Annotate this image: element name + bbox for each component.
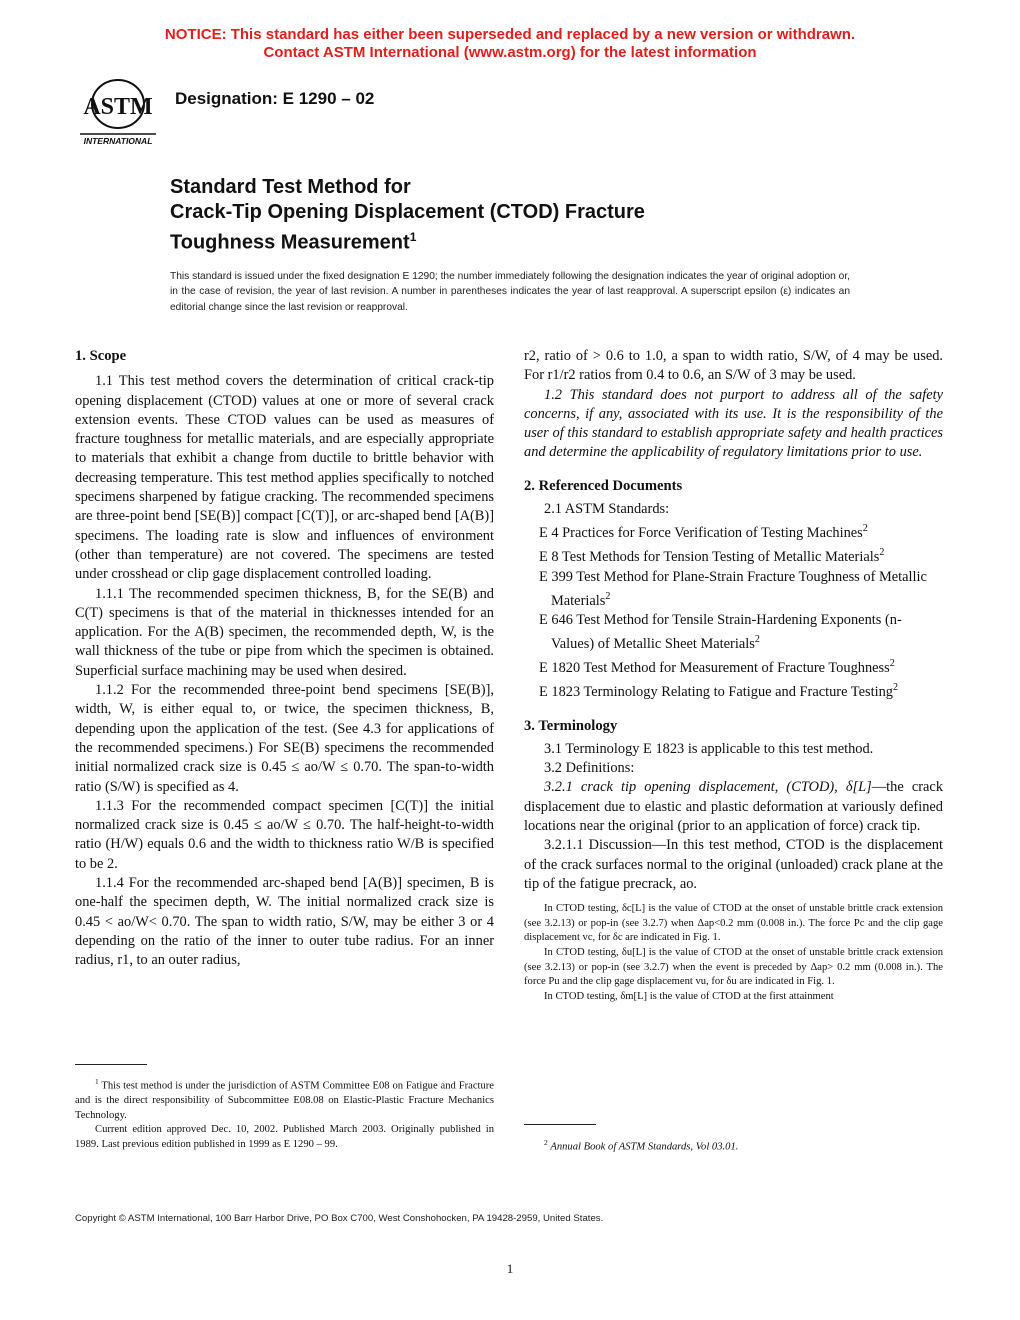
discussion-note-1: In CTOD testing, δc[L] is the value of CTOD at the onset of unstable brittle crack extension (see 3.2.13) or pop-in (see 3.2.7) when Δap<0.2 mm (0.008 in.). The force Pc and the clip gage displacement vc, for δc are indicated in Fig. 1. [524,903,943,944]
title-line-2: Crack-Tip Opening Displacement (CTOD) Fracture [170,201,645,223]
title-line-3: Toughness Measurement$^1$ [170,230,417,254]
astm-logo [74,76,162,148]
left-column [75,347,494,971]
discussion-note-2: In CTOD testing, δu[L] is the value of CTOD at the onset of unstable brittle crack extension (see 3.2.13) or pop-in (see 3.2.7) when the event is preceded by Δap> 0.2 mm (0.008 in.). The force Pu and the clip gage displacement vu, for δu are indicated in Fig. 1. [524,946,943,988]
paragraph-3-2-1: 3.2.1 crack tip opening displacement, (CTOD), δ[L]—the crack displacement due to elastic and plastic deformation at variously defined locations near the original (prior to an application of force) crack tip. [524,779,944,835]
paragraph-1-1-4: 1.1.4 For the recommended arc-shaped bend [A(B)] specimen, B is one-half the specimen depth, W. The initial normalized crack size is 0.45 < ao/W< 0.70. The span to width ratio, S/W, may be either 3 or 4 depending on the ratio of the inner to outer tube radius. For an inner radius, r1, to an outer radius, [75,875,494,969]
svg-text:INTERNATIONAL: INTERNATIONAL [83,136,153,146]
withdrawal-notice [0,26,1020,62]
notice-line-1: NOTICE: This standard has either been superseded and replaced by a new version or withdrawn. [164,26,856,43]
footnote-rule-right [524,1124,596,1125]
paragraph-3-1: 3.1 Terminology E 1823 is applicable to this test method. [544,740,874,757]
paragraph-1-1: 1.1 This test method covers the determination of critical crack-tip opening displacement (CTOD) values at one or more of several crack extension events. These CTOD values can be used as measures of fracture toughness for metallic materials, and are especially appropriate to materials that exhibit a change from ductile to brittle behavior with decreasing temperature. This test method applies specifically to notched specimens sharpened by fatigue cracking. The recommended specimens are three-point bend [SE(B)] compact [C(T)], or arc-shaped bend [A(B)] specimens. The loading rate is slow and influences of environment (other than temperature) are not covered. The specimens are tested under crosshead or clip gage displacement controlled loading. [75,373,494,583]
title-line-1: Standard Test Method for [170,176,411,198]
paragraph-1-1-1: 1.1.1 The recommended specimen thickness, B, for the SE(B) and C(T) specimens is that of the material in thicknesses intended for an application. For the A(B) specimen, the recommended depth, W, is the wall thickness of the tube or pipe from which the specimen is obtained. Superficial surface machining may be used when desired. [75,585,494,679]
section-heading-referenced-documents: 2. Referenced Documents [524,477,683,494]
paragraph-1-2: 1.2 This standard does not purport to address all of the safety concerns, if any, associated with its use. It is the responsibility of the user of this standard to establish appropriate safety and health practices and determine the applicability of regulatory limitations prior to use. [524,386,943,461]
footnotes-left [75,1075,494,1153]
paragraph-3-2-1-1: 3.2.1.1 Discussion—In this test method, CTOD is the displacement of the crack surfaces normal to the original (unloaded) crack plane at the tip of the fatigue precrack, ao. [524,837,943,892]
paragraph-3-2: 3.2 Definitions: [544,760,635,777]
paragraph-1-1-3: 1.1.3 For the recommended compact specimen [C(T)] the initial normalized crack size is 0.45 ≤ ao/W ≤ 0.70. The half-height-to-width ratio (H/W) equals 0.6 and the width to thickness ratio W/B is specified to be 2. [75,797,494,872]
reference-e8: E 8 Test Methods for Tension Testing of Metallic Materials$^2$ [539,547,885,566]
reference-e4: E 4 Practices for Force Verification of Testing Machines$^2$ [539,523,868,542]
section-heading-scope: 1. Scope [75,348,127,364]
footnote-2: $^2$ Annual Book of ASTM Standards, Vol 03.01. [544,1138,739,1153]
notice-line-2: Contact ASTM International (www.astm.org) for the latest information [263,44,757,61]
reference-e1823: E 1823 Terminology Relating to Fatigue and Fracture Testing$^2$ [539,682,899,701]
reference-e399: E 399 Test Method for Plane-Strain Fracture Toughness of Metallic Materials$^2$ [539,568,927,609]
document-title [170,175,645,256]
paragraph-1-1-2: 1.1.2 For the recommended three-point bend specimens [SE(B)], width, W, is either equal to, or twice, the specimen thickness, B, depending upon the application of the test. (See 4.3 for applications of the recommended specimens.) For SE(B) specimens the recommended initial normalized crack size is 0.45 ≤ ao/W ≤ 0.70. The span-to-width ratio (S/W) is specified as 4. [75,682,494,795]
page-number: 1 [506,1261,514,1276]
paragraph-1-1-4-continued: r2, ratio of > 0.6 to 1.0, a span to width ratio, S/W, of 4 may be used. For r1/r2 ratios from 0.4 to 0.6, an S/W of 3 may be used. [524,348,943,384]
discussion-notes [524,902,943,1004]
standard-intro: This standard is issued under the fixed designation E 1290; the number immediately following the designation indicates the year of original adoption or, in the case of revision, the year of last revision. A number in parentheses indicates the year of last reapproval. A superscript epsilon (ε) indicates an editorial change since the last revision or reapproval. [170,271,850,313]
footnote-1: $^1$ This test method is under the jurisdiction of ASTM Committee E08 on Fatigue and Fracture and is the direct responsibility of Subcommittee E08.08 on Elastic-Plastic Fracture Mechanics Technology. [75,1077,494,1121]
designation: Designation: E 1290 – 02 [175,89,375,108]
footnote-rule-left [75,1064,147,1065]
copyright: Copyright © ASTM International, 100 Barr Harbor Drive, PO Box C700, West Conshohocken, PA 19428-2959, United States. [75,1213,604,1224]
right-column [524,347,943,1004]
svg-text:ASTM: ASTM [83,94,153,120]
paragraph-2-1: 2.1 ASTM Standards: [544,501,670,518]
footnotes-right [524,1136,943,1155]
section-heading-terminology: 3. Terminology [524,717,618,734]
footnote-1-edition: Current edition approved Dec. 10, 2002. Published March 2003. Originally published in 1989. Last previous edition published in 1999 as E 1290 – 99. [75,1124,494,1150]
reference-e646: E 646 Test Method for Tensile Strain-Hardening Exponents (n-Values) of Metallic Sheet Materials$^2$ [539,611,902,653]
reference-e1820: E 1820 Test Method for Measurement of Fracture Toughness$^2$ [539,658,895,677]
discussion-note-3: In CTOD testing, δm[L] is the value of CTOD at the first attainment [544,990,834,1002]
